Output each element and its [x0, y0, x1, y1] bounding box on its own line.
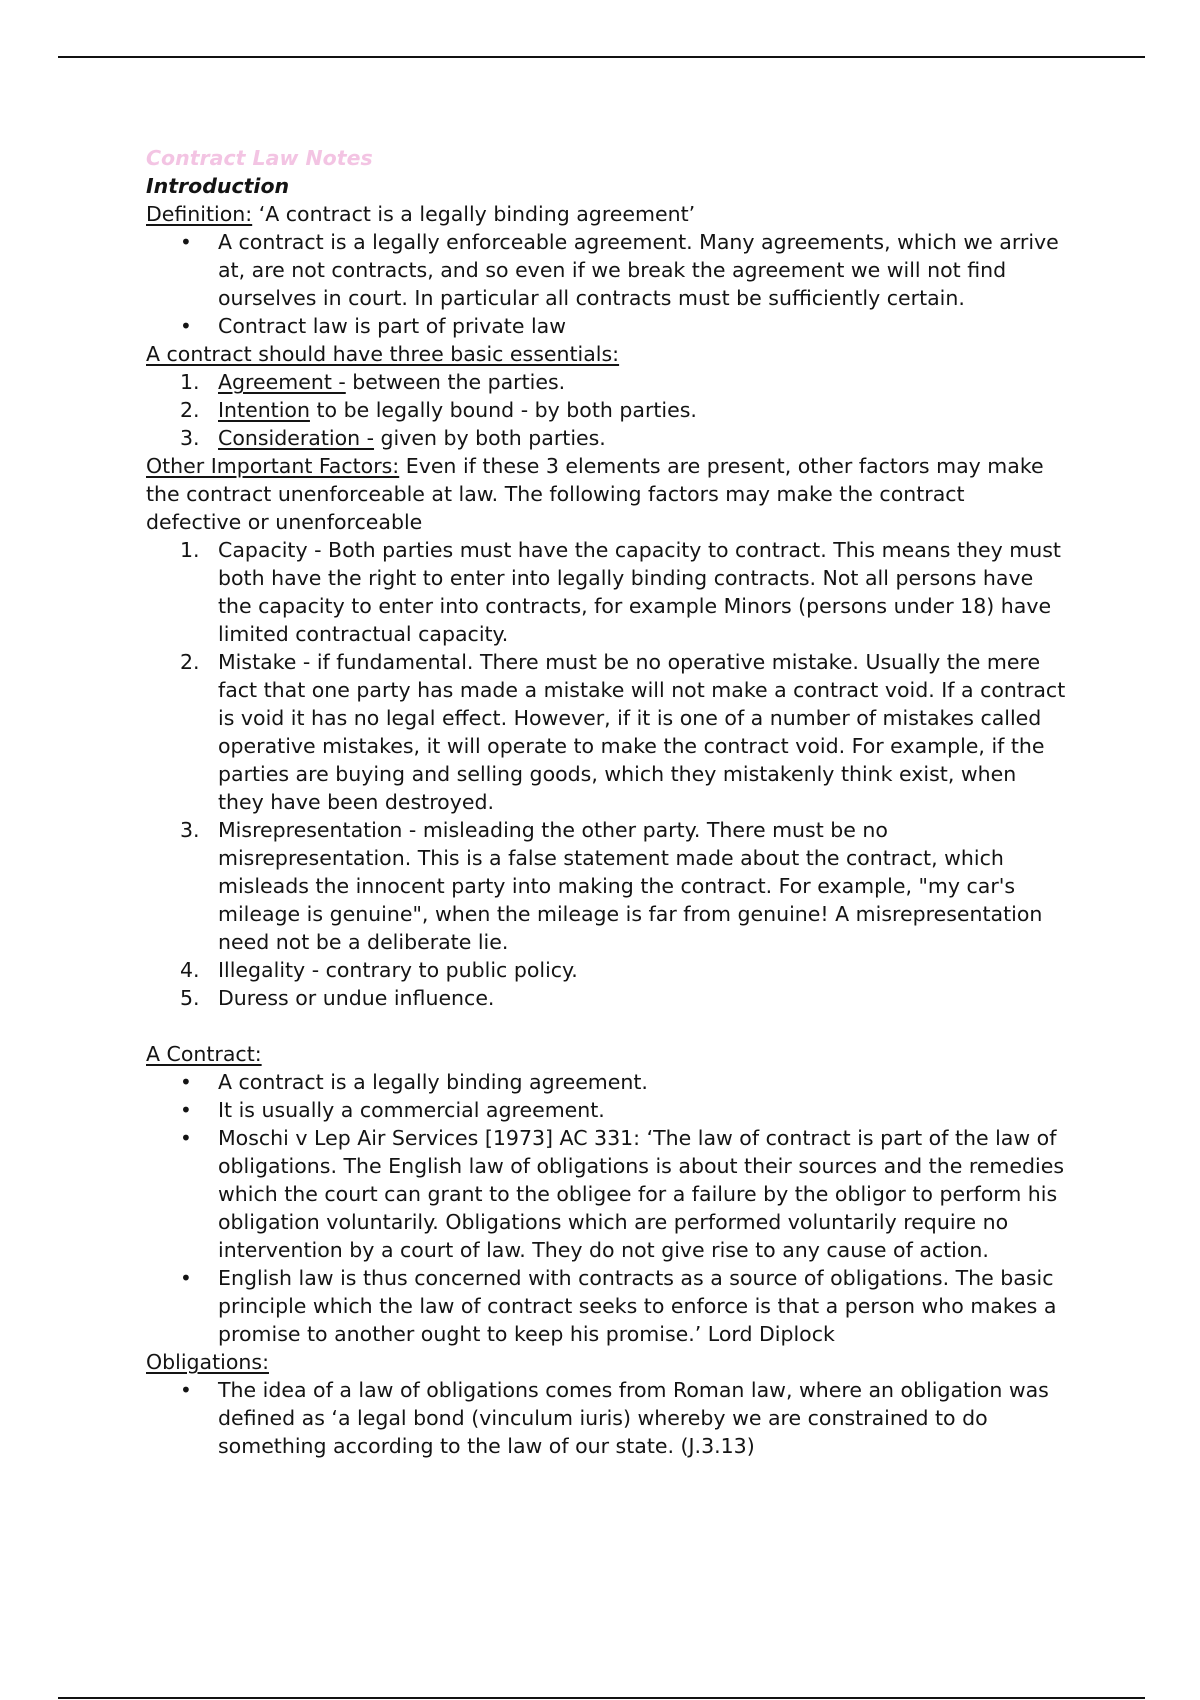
obligations-bullet-list	[146, 1376, 1066, 1460]
list-item	[146, 648, 1066, 816]
item-text: Duress or undue influence.	[218, 986, 495, 1010]
list-item: • English law is thus concerned with contracts as a source of obligations. The basic principle which the law of contract seeks to enforce is that a person who makes a promise to another ought to keep his promise.’ Lord Diplock	[146, 1264, 1066, 1348]
a-contract-bullet-list	[146, 1068, 1066, 1348]
list-item	[146, 956, 1066, 984]
item-term: Agreement -	[218, 370, 346, 394]
other-factors-paragraph	[146, 452, 1066, 536]
item-number: 1.	[180, 370, 200, 394]
list-item	[146, 424, 1066, 452]
item-term: Intention	[218, 398, 310, 422]
other-factors-list	[146, 536, 1066, 1012]
essentials-heading: A contract should have three basic essentials:	[146, 342, 620, 366]
list-item	[146, 536, 1066, 648]
header-rule	[58, 56, 1145, 58]
list-item: • Contract law is part of private law	[146, 312, 1066, 340]
a-contract-heading: A Contract:	[146, 1042, 262, 1066]
item-number: 4.	[180, 958, 200, 982]
definition-text: ‘A contract is a legally binding agreement’	[252, 202, 696, 226]
item-text: between the parties.	[345, 370, 566, 394]
list-item	[146, 984, 1066, 1012]
document-body	[146, 144, 1066, 1460]
introduction-heading: Introduction	[146, 174, 290, 198]
list-item: • The idea of a law of obligations comes from Roman law, where an obligation was defined as ‘a legal bond (vinculum iuris) whereby we are constrained to do something according to the law of our state. (J.3.13)	[146, 1376, 1066, 1460]
definition-label: Definition:	[146, 202, 253, 226]
list-item: • Moschi v Lep Air Services [1973] AC 331: ‘The law of contract is part of the law of obligations. The English law of obligations is about their sources and the remedies which the court can grant to the obligee for a failure by the obligor to perform his obligation voluntarily. Obligations which are performed voluntarily require no intervention by a court of law. They do not give rise to any cause of action.	[146, 1124, 1066, 1264]
list-item: • A contract is a legally binding agreement.	[146, 1068, 1066, 1096]
item-term: Consideration -	[218, 426, 375, 450]
item-number: 2.	[180, 398, 200, 422]
obligations-heading: Obligations:	[146, 1350, 269, 1374]
footer-rule	[58, 1697, 1145, 1699]
intro-bullet-list	[146, 228, 1066, 340]
item-text: Illegality - contrary to public policy.	[218, 958, 578, 982]
item-text: Mistake - if fundamental. There must be no operative mistake. Usually the mere fact that one party has made a mistake will not make a contract void. If a contract is void it has no legal effect. However, if it is one of a number of mistakes called operative mistakes, it will operate to make the contract void. For example, if the parties are buying and selling goods, which they mistakenly think exist, when they have been destroyed.	[218, 650, 1066, 814]
item-text: Capacity - Both parties must have the capacity to contract. This means they must both have the right to enter into legally binding contracts. Not all persons have the capacity to enter into contracts, for example Minors (persons under 18) have limited contractual capacity.	[218, 538, 1061, 646]
other-factors-text: Even if these 3 elements are present, other factors may make the contract unenforceable at law. The following factors may make the contract defective or unenforceable	[146, 454, 1044, 534]
item-number: 5.	[180, 986, 200, 1010]
paragraph-spacer	[146, 1012, 1066, 1040]
list-item: • It is usually a commercial agreement.	[146, 1096, 1066, 1124]
list-item	[146, 816, 1066, 956]
list-item	[146, 396, 1066, 424]
definition-paragraph	[146, 200, 1066, 228]
item-number: 2.	[180, 650, 200, 674]
item-number: 3.	[180, 426, 200, 450]
list-item	[146, 368, 1066, 396]
item-text: Misrepresentation - misleading the other party. There must be no misrepresentation. This is a false statement made about the contract, which misleads the innocent party into making the contract. For example, "my car's mileage is genuine", when the mileage is far from genuine! A misrepresentation need not be a deliberate lie.	[218, 818, 1043, 954]
essentials-list	[146, 368, 1066, 452]
document-title: Contract Law Notes	[146, 146, 373, 170]
list-item: • A contract is a legally enforceable agreement. Many agreements, which we arrive at, are not contracts, and so even if we break the agreement we will not find ourselves in court. In particular all contracts must be sufficiently certain.	[146, 228, 1066, 312]
other-factors-label: Other Important Factors:	[146, 454, 400, 478]
item-number: 3.	[180, 818, 200, 842]
item-text: to be legally bound - by both parties.	[309, 398, 697, 422]
item-number: 1.	[180, 538, 200, 562]
item-text: given by both parties.	[374, 426, 606, 450]
